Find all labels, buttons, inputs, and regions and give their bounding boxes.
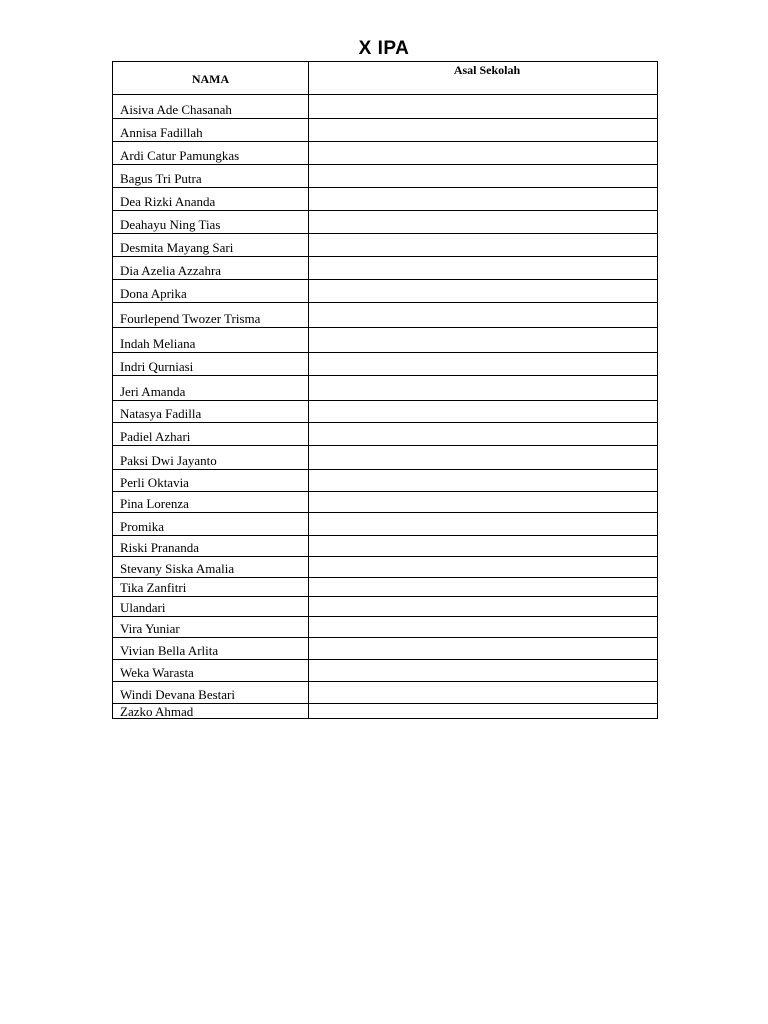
student-name-cell: Aisiva Ade Chasanah (113, 95, 309, 119)
table-row (113, 95, 658, 119)
table-row (113, 353, 658, 376)
school-origin-cell (309, 328, 658, 353)
school-origin-cell (309, 401, 658, 423)
student-name-cell: Dea Rizki Ananda (113, 188, 309, 211)
table-row (113, 376, 658, 401)
table-row (113, 165, 658, 188)
school-origin-cell (309, 578, 658, 597)
table-row (113, 638, 658, 660)
student-name-cell: Ulandari (113, 597, 309, 617)
student-name-cell: Promika (113, 513, 309, 536)
school-origin-cell (309, 376, 658, 401)
school-origin-cell (309, 119, 658, 142)
school-origin-cell (309, 704, 658, 719)
header-row (113, 62, 658, 95)
table-row (113, 557, 658, 578)
school-origin-cell (309, 95, 658, 119)
table-row (113, 682, 658, 704)
student-name-cell: Weka Warasta (113, 660, 309, 682)
table-row (113, 303, 658, 328)
page-title: X IPA (358, 38, 410, 59)
school-origin-cell (309, 423, 658, 446)
student-name-cell: Padiel Azhari (113, 423, 309, 446)
table-row (113, 597, 658, 617)
school-origin-cell (309, 211, 658, 234)
school-origin-cell (309, 257, 658, 280)
column-header-name: NAMA (113, 62, 309, 95)
table-row (113, 704, 658, 719)
student-name-cell: Dona Aprika (113, 280, 309, 303)
student-name-cell: Jeri Amanda (113, 376, 309, 401)
column-header-school: Asal Sekolah (309, 62, 658, 95)
student-name-cell: Annisa Fadillah (113, 119, 309, 142)
table-row (113, 470, 658, 492)
school-origin-cell (309, 557, 658, 578)
table-body (113, 95, 658, 719)
student-name-cell: Bagus Tri Putra (113, 165, 309, 188)
table-row (113, 492, 658, 513)
student-name-cell: Tika Zanfitri (113, 578, 309, 597)
student-name-cell: Natasya Fadilla (113, 401, 309, 423)
table-header (113, 62, 658, 95)
student-name-cell: Windi Devana Bestari (113, 682, 309, 704)
table-row (113, 119, 658, 142)
table-row (113, 142, 658, 165)
table-row (113, 536, 658, 557)
school-origin-cell (309, 280, 658, 303)
table-row (113, 446, 658, 470)
student-name-cell: Paksi Dwi Jayanto (113, 446, 309, 470)
school-origin-cell (309, 513, 658, 536)
school-origin-cell (309, 660, 658, 682)
school-origin-cell (309, 597, 658, 617)
student-name-cell: Vira Yuniar (113, 617, 309, 638)
student-name-cell: Desmita Mayang Sari (113, 234, 309, 257)
school-origin-cell (309, 303, 658, 328)
table-row (113, 401, 658, 423)
school-origin-cell (309, 353, 658, 376)
student-name-cell: Pina Lorenza (113, 492, 309, 513)
school-origin-cell (309, 446, 658, 470)
table-row (113, 234, 658, 257)
school-origin-cell (309, 142, 658, 165)
school-origin-cell (309, 234, 658, 257)
student-name-cell: Ardi Catur Pamungkas (113, 142, 309, 165)
table-row (113, 188, 658, 211)
table-row (113, 513, 658, 536)
school-origin-cell (309, 188, 658, 211)
student-name-cell: Riski Prananda (113, 536, 309, 557)
student-table (112, 61, 658, 719)
table-row (113, 578, 658, 597)
school-origin-cell (309, 638, 658, 660)
table-row (113, 660, 658, 682)
student-name-cell: Zazko Ahmad (113, 704, 309, 719)
table-row (113, 257, 658, 280)
school-origin-cell (309, 682, 658, 704)
school-origin-cell (309, 617, 658, 638)
school-origin-cell (309, 492, 658, 513)
table-row (113, 423, 658, 446)
student-name-cell: Vivian Bella Arlita (113, 638, 309, 660)
table-row (113, 617, 658, 638)
school-origin-cell (309, 470, 658, 492)
student-name-cell: Indah Meliana (113, 328, 309, 353)
student-name-cell: Dia Azelia Azzahra (113, 257, 309, 280)
student-name-cell: Perli Oktavia (113, 470, 309, 492)
table-row (113, 211, 658, 234)
student-name-cell: Stevany Siska Amalia (113, 557, 309, 578)
student-name-cell: Indri Qurniasi (113, 353, 309, 376)
student-name-cell: Deahayu Ning Tias (113, 211, 309, 234)
school-origin-cell (309, 165, 658, 188)
student-name-cell: Fourlepend Twozer Trisma (113, 303, 309, 328)
table-row (113, 328, 658, 353)
school-origin-cell (309, 536, 658, 557)
table-row (113, 280, 658, 303)
